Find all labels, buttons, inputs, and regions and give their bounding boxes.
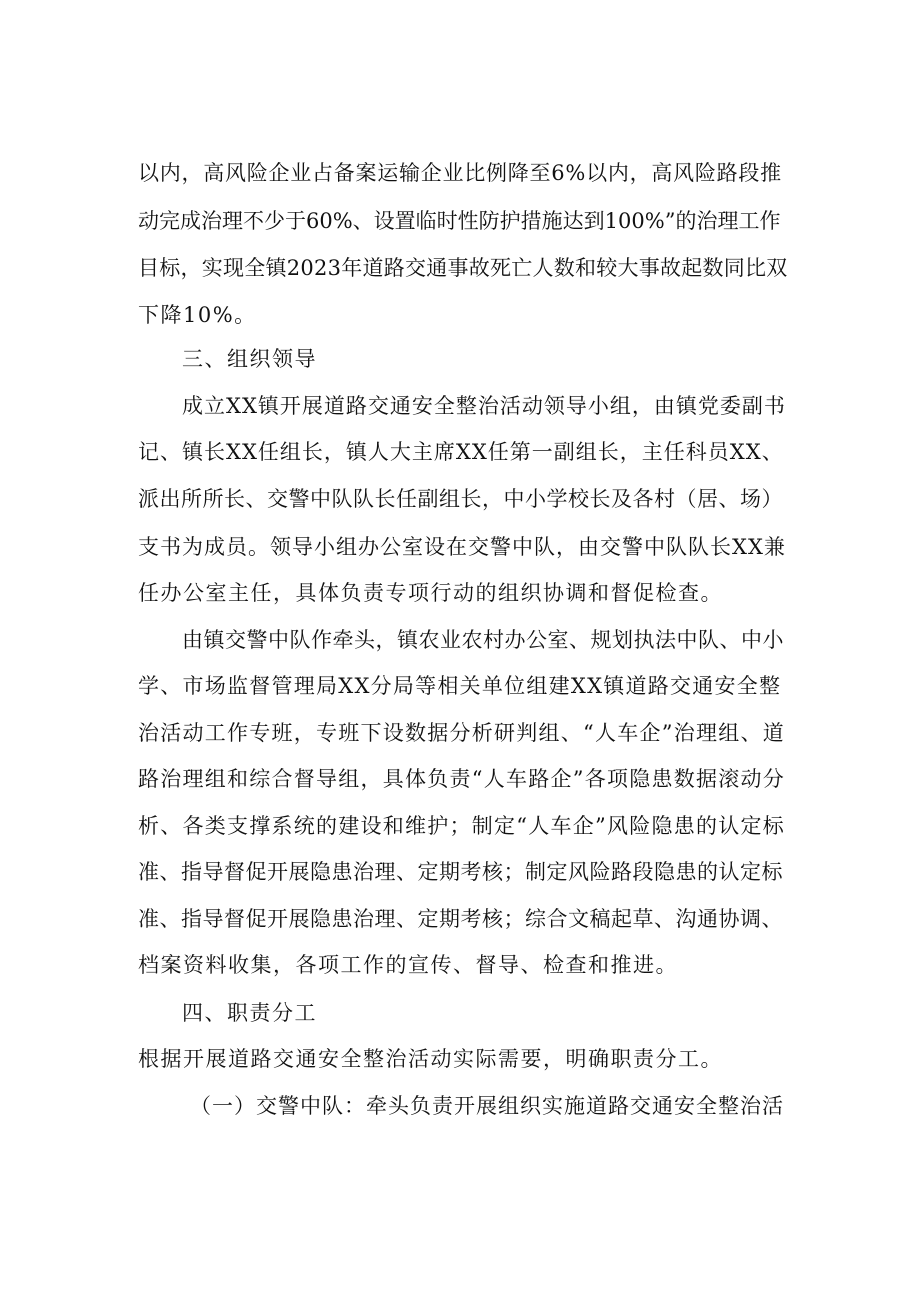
body-text-line: 学、市场监督管理局XX分局等相关单位组建XX镇道路交通安全整 [138,674,782,698]
paragraph-first-line: 由镇交警中队作牵头，镇农业农村办公室、规划执法中队、中小 [182,628,784,652]
paragraph-first-line: 成立XX镇开展道路交通安全整治活动领导小组，由镇党委副书 [182,394,786,418]
body-text-line: 下降10%。 [138,303,257,327]
body-text-line: 派出所所长、交警中队队长任副组长，中小学校长及各村（居、场） [138,487,783,511]
body-text-line: 支书为成员。领导小组办公室设在交警中队，由交警中队队长XX兼 [138,535,786,559]
body-text-line: 析、各类支撑系统的建设和维护；制定“人车企”风险隐患的认定标 [138,814,785,838]
body-text-line: 准、指导督促开展隐患治理、定期考核；制定风险路段隐患的认定标 [138,860,783,884]
body-text-line: 治活动工作专班，专班下设数据分析研判组、“人车企”治理组、道 [138,721,785,745]
body-text-line: 准、指导督促开展隐患治理、定期考核；综合文稿起草、沟通协调、 [138,907,783,931]
body-text-line: 任办公室主任，具体负责专项行动的组织协调和督促检查。 [138,581,723,605]
body-text-line: 根据开展道路交通安全整治活动实际需要，明确职责分工。 [138,1047,723,1071]
body-text-line: 路治理组和综合督导组，具体负责“人车路企”各项隐患数据滚动分 [138,767,785,791]
body-text-line: 以内，高风险企业占备案运输企业比例降至6%以内，高风险路段推 [138,161,782,185]
body-text-line: 档案资料收集，各项工作的宣传、督导、检查和推进。 [138,953,678,977]
body-text-line: 目标，实现全镇2023年道路交通事故死亡人数和较大事故起数同比双 [138,256,788,280]
paragraph-first-line: （一）交警中队：牵头负责开展组织实施道路交通安全整治活 [190,1094,784,1118]
section-heading: 三、组织领导 [182,347,317,371]
section-heading: 四、职责分工 [182,1001,317,1025]
body-text-line: 记、镇长XX任组长，镇人大主席XX任第一副组长，主任科员XX、 [138,440,784,464]
body-text-line: 动完成治理不少于60%、设置临时性防护措施达到100%”的治理工作 [138,209,781,233]
